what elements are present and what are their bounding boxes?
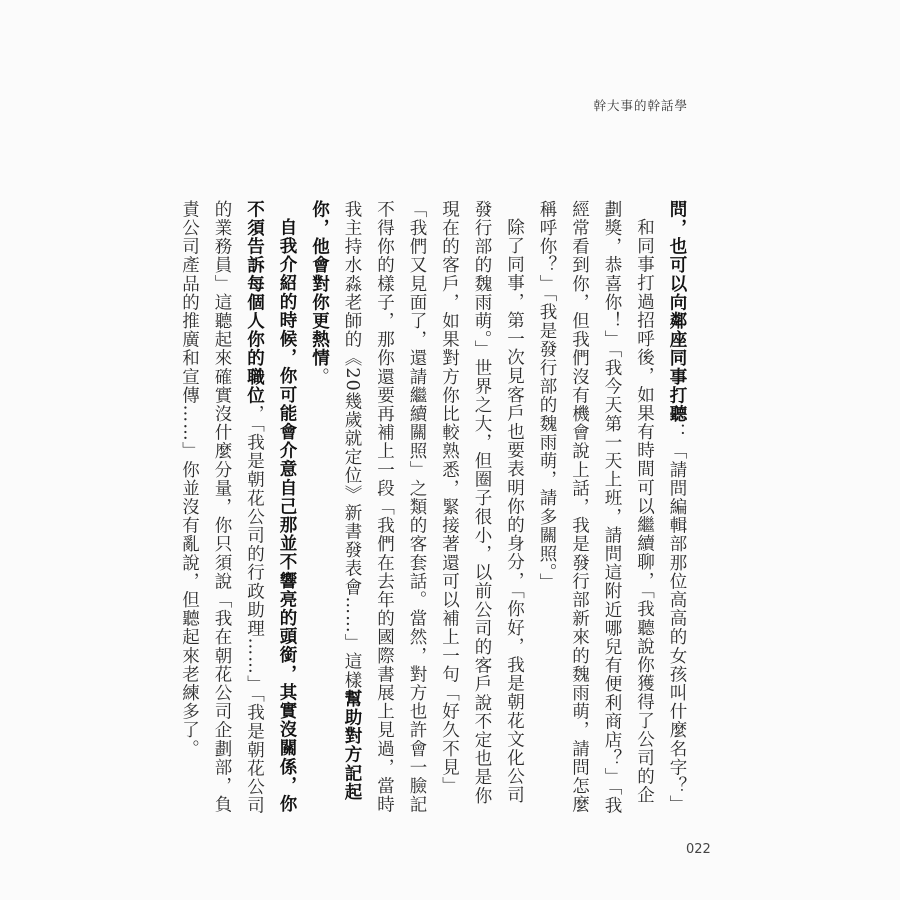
text-segment: ，「我是朝花公司的行政助理……」「我是朝花公司的業務員」這聽起來確實沒什麼分量，你只須說「我在朝花公司企劃部，負責公司產品的推廣和宣傳……」你並沒有亂說，但聽起來老練多了。 [179, 200, 265, 815]
emphasized-text: 幫助對方記起你，他會對你更熱情 [309, 200, 362, 802]
page-number: 022 [686, 842, 711, 857]
paragraph [303, 200, 531, 820]
text-segment: 和同事打過招呼後，如果有時間可以繼續聊，「我聽說你獲得了公司的企劃獎，恭喜你！」「我今天第一天上班，請問這附近哪兒有便利商店？」「我經常看到你，但我們沒有機會說上話，我是發行部新來的魏雨萌，請問怎麼稱呼你？」「我是發行部的魏雨萌，請多關照。」 [537, 200, 655, 815]
paragraph [173, 200, 303, 820]
emphasized-text: 問，也可以向鄰座同事打聽 [667, 200, 687, 424]
vertical-body-text [179, 200, 693, 820]
running-header: 幹大事的幹話學 [593, 98, 688, 113]
text-segment: ：「請問編輯部那位高高的女孩叫什麼名字？」 [667, 423, 687, 814]
paragraph [661, 200, 694, 820]
paragraph [531, 200, 661, 820]
text-segment: 。 [309, 367, 330, 387]
text-segment: 除了同事，第一次見客戶也要表明你的身分，「你好，我是朝花文化公司發行部的魏雨萌。」世界之大，但圈子很小，以前公司的客戶說不定也是你現在的客戶，如果對方你比較熟悉，緊接著還可以補上一句「好久不見」「我們又見面了，還請繼續關照」之類的客套話。當然，對方也許會一臉記不得你的樣子，那你還要再補上一段「我們在去年的國際書展上見過，當時我主持水淼老師的《20幾歲就定位》新書發表會……」這樣 [342, 200, 525, 814]
emphasized-text: 自我介紹的時候，你可能會介意自己那並不響亮的頭銜，其實沒關係，你不須告訴每個人你的職位 [244, 200, 297, 813]
